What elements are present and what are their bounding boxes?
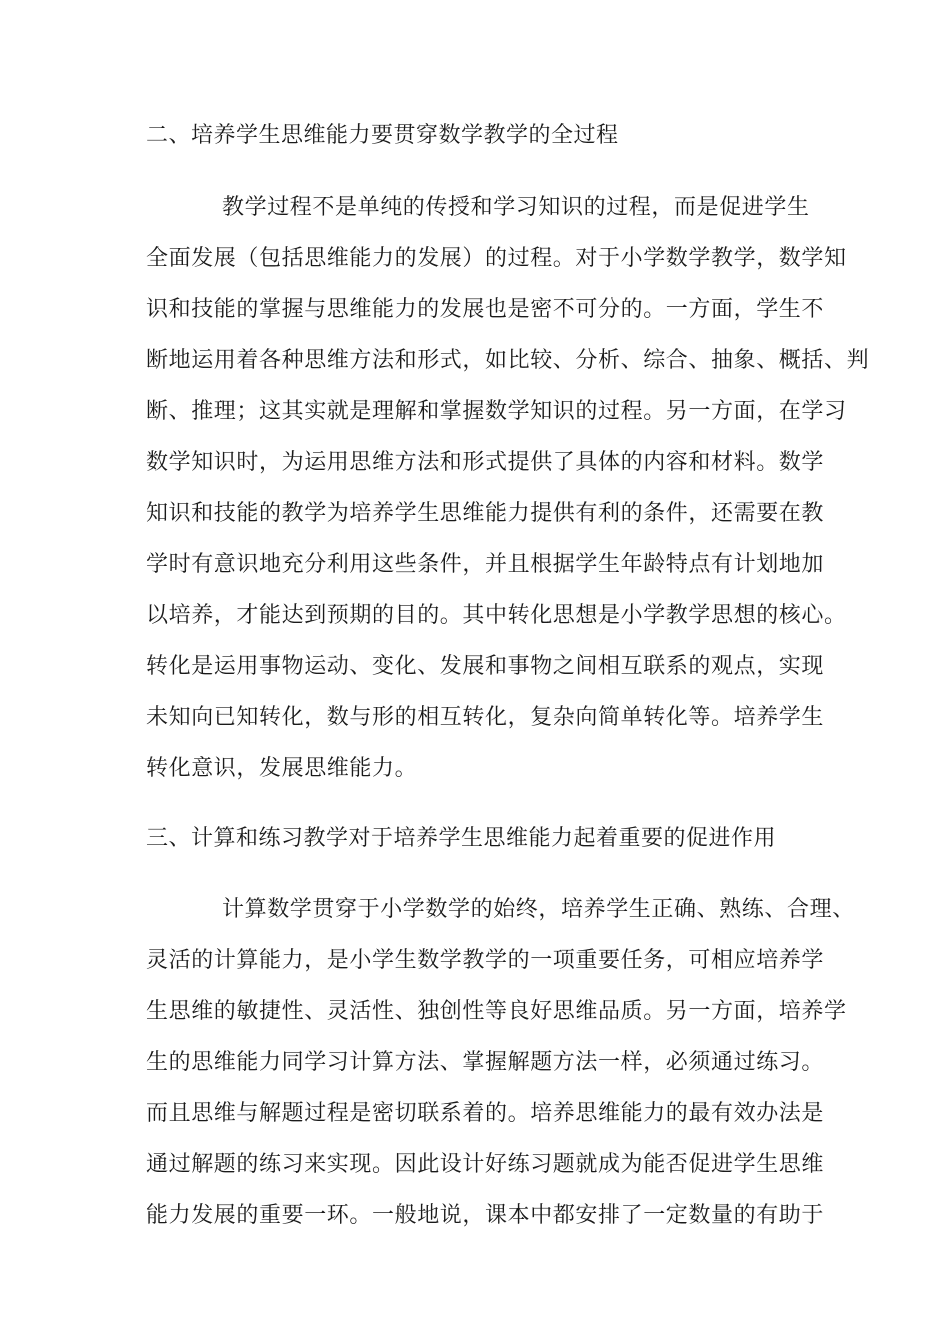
paragraph-line: 全面发展（包括思维能力的发展）的过程。对于小学数学教学，数学知 — [146, 246, 847, 271]
paragraph-line: 未知向已知转化，数与形的相互转化，复杂向简单转化等。培养学生 — [146, 705, 825, 730]
paragraph-line: 而且思维与解题过程是密切联系着的。培养思维能力的最有效办法是 — [146, 1101, 825, 1126]
paragraph-line: 断地运用着各种思维方法和形式，如比较、分析、综合、抽象、概括、判 — [146, 348, 870, 373]
paragraph-line: 通过解题的练习来实现。因此设计好练习题就成为能否促进学生思维 — [146, 1152, 825, 1177]
paragraph-line: 生思维的敏捷性、灵活性、独创性等良好思维品质。另一方面，培养学 — [146, 999, 847, 1024]
paragraph-line: 转化是运用事物运动、变化、发展和事物之间相互联系的观点，实现 — [146, 654, 825, 679]
section-2-heading: 二、培养学生思维能力要贯穿数学教学的全过程 — [146, 123, 619, 148]
paragraph-line: 教学过程不是单纯的传授和学习知识的过程，而是促进学生 — [222, 195, 810, 220]
paragraph-line: 识和技能的掌握与思维能力的发展也是密不可分的。一方面，学生不 — [146, 297, 825, 322]
paragraph-line: 能力发展的重要一环。一般地说，课本中都安排了一定数量的有助于 — [146, 1203, 825, 1228]
section-3-heading: 三、计算和练习教学对于培养学生思维能力起着重要的促进作用 — [146, 826, 777, 851]
paragraph-line: 转化意识，发展思维能力。 — [146, 756, 418, 781]
paragraph-line: 数学知识时，为运用思维方法和形式提供了具体的内容和材料。数学 — [146, 450, 825, 475]
paragraph-line: 知识和技能的教学为培养学生思维能力提供有利的条件，还需要在教 — [146, 501, 825, 526]
paragraph-line: 学时有意识地充分利用这些条件，并且根据学生年龄特点有计划地加 — [146, 552, 825, 577]
paragraph-line: 生的思维能力同学习计算方法、掌握解题方法一样，必须通过练习。 — [146, 1050, 825, 1075]
paragraph-line: 计算数学贯穿于小学数学的始终，培养学生正确、熟练、合理、 — [222, 897, 855, 922]
paragraph-line: 断、推理；这其实就是理解和掌握数学知识的过程。另一方面，在学习 — [146, 399, 847, 424]
paragraph-line: 灵活的计算能力，是小学生数学教学的一项重要任务，可相应培养学 — [146, 948, 825, 973]
paragraph-line: 以培养，才能达到预期的目的。其中转化思想是小学教学思想的核心。 — [146, 603, 847, 628]
